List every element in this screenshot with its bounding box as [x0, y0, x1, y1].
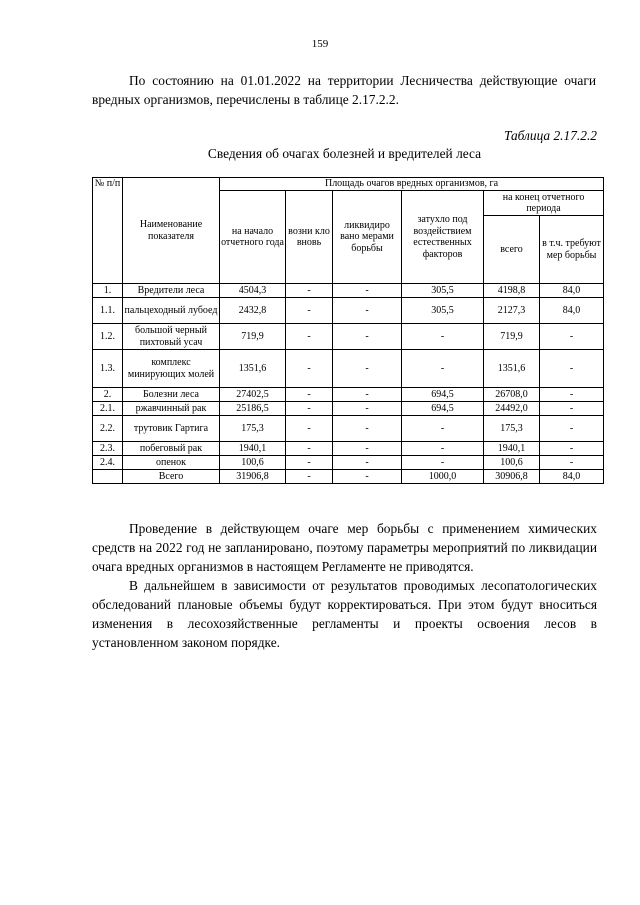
cell-needs: - — [540, 456, 604, 470]
cell-num — [93, 470, 123, 484]
cell-faded: 694,5 — [402, 388, 484, 402]
cell-name: большой черный пихтовый усач — [123, 324, 220, 350]
cell-num: 1. — [93, 284, 123, 298]
table-row — [93, 402, 604, 416]
table-row — [93, 298, 604, 324]
cell-name: Вредители леса — [123, 284, 220, 298]
cell-start: 25186,5 — [220, 402, 286, 416]
cell-total: 100,6 — [484, 456, 540, 470]
cell-faded: 305,5 — [402, 298, 484, 324]
cell-num: 2.2. — [93, 416, 123, 442]
cell-total: 1351,6 — [484, 350, 540, 388]
cell-faded: - — [402, 324, 484, 350]
cell-total: 719,9 — [484, 324, 540, 350]
header-faded: затухло под воздействием естественных факторов — [402, 191, 484, 284]
cell-needs: 84,0 — [540, 470, 604, 484]
cell-faded: - — [402, 416, 484, 442]
cell-name: трутовик Гартига — [123, 416, 220, 442]
table-caption: Таблица 2.17.2.2 — [503, 128, 597, 143]
cell-start: 100,6 — [220, 456, 286, 470]
cell-start: 719,9 — [220, 324, 286, 350]
cell-start: 1940,1 — [220, 442, 286, 456]
cell-name: пальцеходный лубоед — [123, 298, 220, 324]
cell-new: - — [286, 324, 333, 350]
cell-needs: 84,0 — [540, 298, 604, 324]
cell-num: 2.4. — [93, 456, 123, 470]
cell-needs: - — [540, 388, 604, 402]
cell-faded: 305,5 — [402, 284, 484, 298]
cell-start: 31906,8 — [220, 470, 286, 484]
header-new: возни кло вновь — [286, 191, 333, 284]
cell-num: 2. — [93, 388, 123, 402]
cell-faded: - — [402, 456, 484, 470]
cell-name: комплекс минирующих молей — [123, 350, 220, 388]
cell-liquidated: - — [333, 456, 402, 470]
cell-faded: - — [402, 350, 484, 388]
cell-new: - — [286, 442, 333, 456]
cell-needs: - — [540, 442, 604, 456]
header-name: Наименование показателя — [123, 178, 220, 284]
cell-total: 4198,8 — [484, 284, 540, 298]
cell-liquidated: - — [333, 324, 402, 350]
header-area-group: Площадь очагов вредных организмов, га — [220, 178, 604, 191]
cell-name: Всего — [123, 470, 220, 484]
paragraph-future-adjustments: В дальнейшем в зависимости от результатов проводимых лесопатологических обследований плановые объемы будут корректироваться. При этом будут вноситься изменения в лесохозяйственные регламенты и проекты освоения лесов в установленном законом порядке. — [92, 578, 597, 650]
cell-start: 27402,5 — [220, 388, 286, 402]
cell-liquidated: - — [333, 402, 402, 416]
intro-paragraph: По состоянию на 01.01.2022 на территории Лесничества действующие очаги вредных организмов, перечислены в таблице 2.17.2.2. — [92, 73, 596, 107]
header-total: всего — [484, 216, 540, 284]
cell-liquidated: - — [333, 388, 402, 402]
cell-new: - — [286, 470, 333, 484]
cell-faded: - — [402, 442, 484, 456]
table-row — [93, 456, 604, 470]
page-number: 159 — [311, 38, 329, 50]
paragraph-chemical-measures: Проведение в действующем очаге мер борьбы с применением химических средств на 2022 год не запланировано, поэтому параметры мероприятий по ликвидации очага вредных организмов в настоящем Регламенте не приводятся. — [92, 521, 597, 574]
cell-start: 4504,3 — [220, 284, 286, 298]
pest-foci-table — [92, 177, 604, 484]
table-header — [93, 178, 604, 284]
header-liquidated: ликвидиро вано мерами борьбы — [333, 191, 402, 284]
cell-num: 2.1. — [93, 402, 123, 416]
table-body — [93, 284, 604, 484]
cell-liquidated: - — [333, 442, 402, 456]
cell-num: 1.3. — [93, 350, 123, 388]
cell-total: 1940,1 — [484, 442, 540, 456]
table-title: Сведения об очагах болезней и вредителей леса — [207, 146, 482, 161]
body-text — [92, 519, 597, 652]
cell-name: ржавчинный рак — [123, 402, 220, 416]
cell-start: 2432,8 — [220, 298, 286, 324]
cell-total: 30906,8 — [484, 470, 540, 484]
cell-liquidated: - — [333, 284, 402, 298]
cell-new: - — [286, 284, 333, 298]
table-row — [93, 470, 604, 484]
cell-total: 175,3 — [484, 416, 540, 442]
cell-num: 1.2. — [93, 324, 123, 350]
cell-liquidated: - — [333, 350, 402, 388]
cell-needs: 84,0 — [540, 284, 604, 298]
header-start: на начало отчетного года — [220, 191, 286, 284]
table-row — [93, 442, 604, 456]
table-row — [93, 284, 604, 298]
cell-liquidated: - — [333, 416, 402, 442]
table-row — [93, 416, 604, 442]
cell-liquidated: - — [333, 298, 402, 324]
cell-num: 1.1. — [93, 298, 123, 324]
cell-num: 2.3. — [93, 442, 123, 456]
header-end-group: на конец отчетного периода — [484, 191, 604, 216]
header-num: № п/п — [93, 178, 123, 284]
cell-new: - — [286, 298, 333, 324]
cell-start: 1351,6 — [220, 350, 286, 388]
table-row — [93, 350, 604, 388]
cell-new: - — [286, 456, 333, 470]
cell-start: 175,3 — [220, 416, 286, 442]
cell-new: - — [286, 402, 333, 416]
cell-faded: 694,5 — [402, 402, 484, 416]
cell-new: - — [286, 388, 333, 402]
cell-total: 2127,3 — [484, 298, 540, 324]
table-row — [93, 388, 604, 402]
cell-liquidated: - — [333, 470, 402, 484]
cell-needs: - — [540, 416, 604, 442]
cell-name: Болезни леса — [123, 388, 220, 402]
cell-new: - — [286, 350, 333, 388]
cell-name: побеговый рак — [123, 442, 220, 456]
cell-needs: - — [540, 402, 604, 416]
cell-faded: 1000,0 — [402, 470, 484, 484]
cell-total: 26708,0 — [484, 388, 540, 402]
header-needs: в т.ч. требуют мер борьбы — [540, 216, 604, 284]
cell-needs: - — [540, 324, 604, 350]
cell-total: 24492,0 — [484, 402, 540, 416]
cell-needs: - — [540, 350, 604, 388]
table-row — [93, 324, 604, 350]
cell-new: - — [286, 416, 333, 442]
cell-name: опенок — [123, 456, 220, 470]
